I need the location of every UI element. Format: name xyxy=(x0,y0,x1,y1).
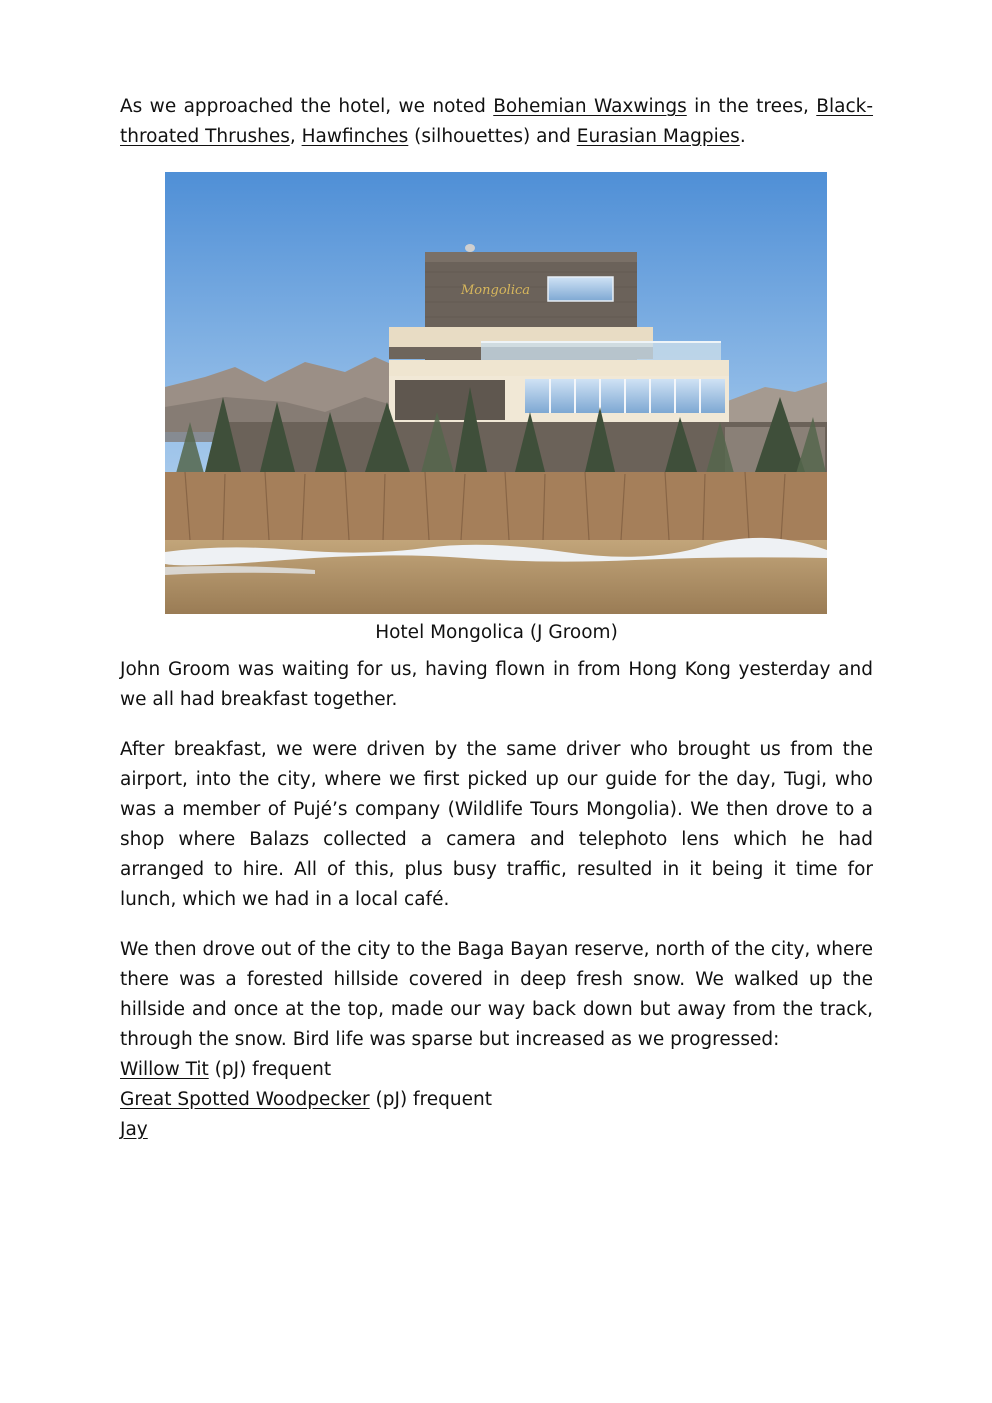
link-bohemian-waxwings[interactable]: Bohemian Waxwings xyxy=(493,96,687,117)
paragraph-john-groom: John Groom was waiting for us, having flown in from Hong Kong yesterday and we all had breakfast together. xyxy=(120,659,873,710)
link-hawfinches[interactable]: Hawfinches xyxy=(301,126,409,147)
intro-text: in the trees, xyxy=(686,96,817,117)
link-willow-tit[interactable]: Willow Tit xyxy=(120,1059,209,1080)
intro-text: , xyxy=(289,126,302,147)
link-eurasian-magpies[interactable]: Eurasian Magpies xyxy=(576,126,740,147)
photo-caption: Hotel Mongolica (J Groom) xyxy=(375,622,618,643)
intro-text: As we approached the hotel, we noted xyxy=(120,96,494,117)
hotel-photo xyxy=(165,172,827,614)
list-item xyxy=(120,1115,873,1145)
list-note: (pJ) frequent xyxy=(369,1089,492,1110)
paragraph-baga-bayan: We then drove out of the city to the Baga Bayan reserve, north of the city, where there was a forested hillside covered in deep fresh snow. We walked up the hillside and once at the top, made our way back down but away from the track, through the snow. Bird life was sparse but increased as we progressed: xyxy=(120,939,873,1050)
intro-text: (silhouettes) and xyxy=(408,126,577,147)
link-black-throated-thrushes[interactable]: Black-throated Thrushes xyxy=(120,96,874,147)
link-jay[interactable]: Jay xyxy=(120,1119,148,1140)
list-item xyxy=(120,1085,873,1115)
list-item xyxy=(120,1055,873,1085)
intro-paragraph xyxy=(120,92,873,152)
document-page xyxy=(120,92,873,1145)
paragraph-after-breakfast: After breakfast, we were driven by the same driver who brought us from the airport, into the city, where we first picked up our guide for the day, Tugi, who was a member of Pujé’s company (Wildlife Tours Mongolia). We then drove to a shop where Balazs collected a camera and telephoto lens which he had arranged to hire. All of this, plus busy traffic, resulted in it being it time for lunch, which we had in a local café. xyxy=(120,739,873,910)
intro-text: . xyxy=(739,126,746,147)
hotel-sign: Mongolica xyxy=(461,283,531,298)
hotel-photo-drawing xyxy=(165,172,827,614)
link-great-spotted-woodpecker[interactable]: Great Spotted Woodpecker xyxy=(120,1089,370,1110)
list-note: (pJ) frequent xyxy=(208,1059,332,1080)
